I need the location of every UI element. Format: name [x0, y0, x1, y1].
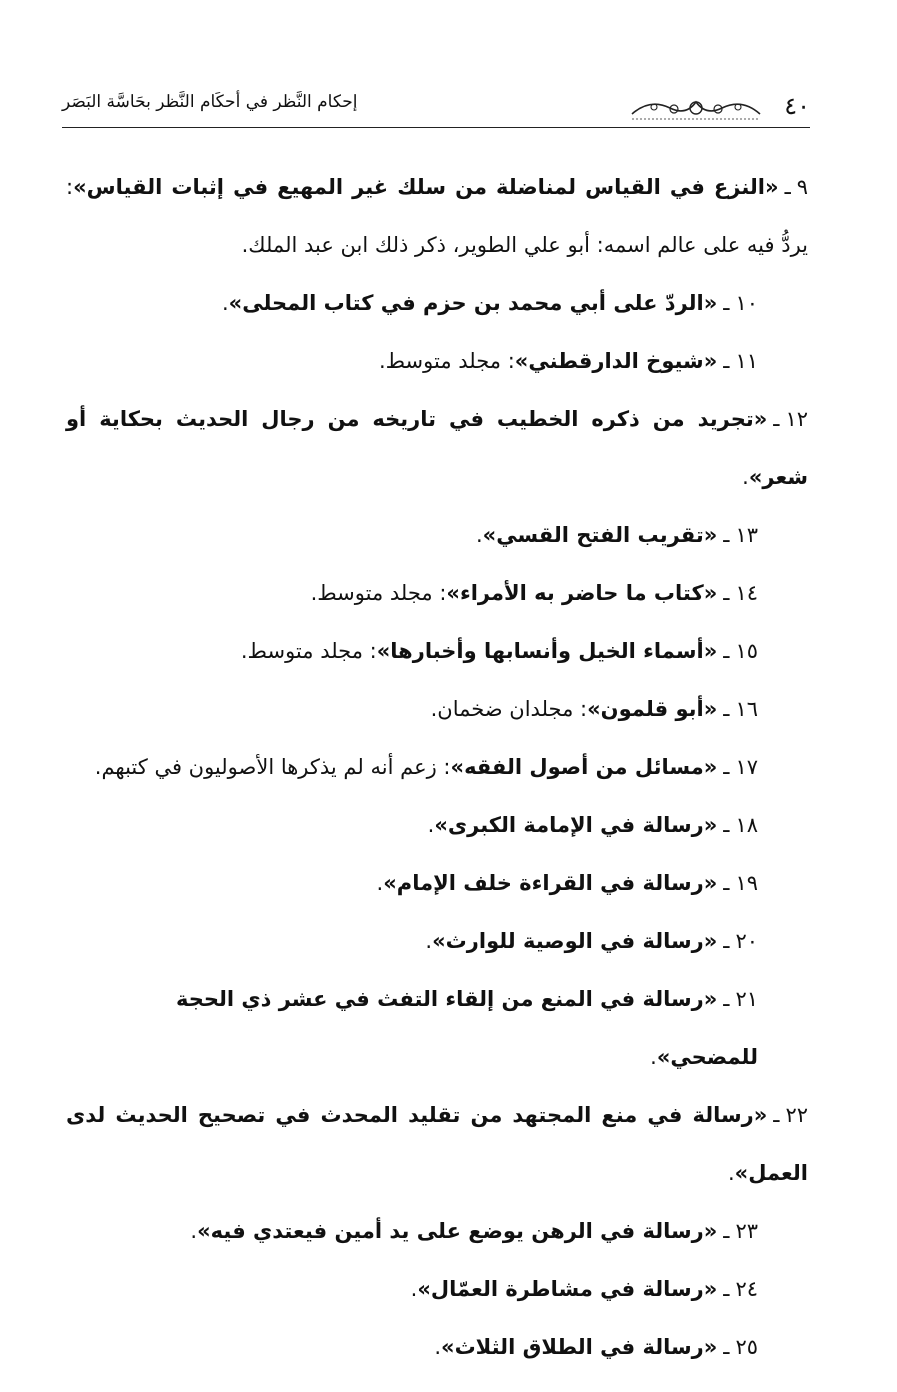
- entry-title: «كتاب ما حاضر به الأمراء»: [446, 581, 718, 605]
- list-item: ٢٥ـ«رسالة في الطلاق الثلاث».: [434, 1335, 758, 1359]
- entry-number: ١٧: [735, 755, 758, 779]
- list-item: ١٢ـ«تجريد من ذكره الخطيب في تاريخه من رجال الحديث بحكاية أو شعر».: [66, 407, 808, 489]
- list-item: ١٦ـ«أبو قلمون»: مجلدان ضخمان.: [430, 697, 758, 721]
- running-header: [62, 82, 810, 128]
- entry-number: ١٨: [735, 813, 758, 837]
- entry-title: «تقريب الفتح القسي»: [482, 523, 718, 547]
- entry-number: ١٥: [735, 639, 758, 663]
- entry-title: «رسالة في منع المجتهد من تقليد المحدث في تصحيح الحديث لدى العمل»: [66, 1103, 808, 1185]
- entry-number: ١٠: [735, 291, 758, 315]
- entry-title: «رسالة في الطلاق الثلاث»: [441, 1335, 718, 1359]
- book-title: إحكام النَّظر في أحكَام النَّظر بحَاسَّة البَصَر: [62, 92, 358, 112]
- bibliography-list: [66, 158, 808, 1376]
- entry-note: .: [425, 929, 433, 953]
- entry-title: «رسالة في الرهن يوضع على يد أمين فيعتدي فيه»: [197, 1219, 718, 1243]
- list-item: ١٣ـ«تقريب الفتح القسي».: [475, 523, 758, 547]
- entry-number: ١٦: [735, 697, 758, 721]
- entry-number: ١٢: [785, 407, 808, 431]
- entry-number: ٢٥: [735, 1335, 758, 1359]
- list-item: ٢٣ـ«رسالة في الرهن يوضع على يد أمين فيعتدي فيه».: [190, 1219, 758, 1243]
- entry-note: .: [650, 1045, 657, 1069]
- list-item: ٩ـ«النزع في القياس لمناضلة من سلك غير المهيع في إثبات القياس»: يردُّ فيه على عالم اسمه: أبو علي الطوير، ذكر ذلك ابن عبد الملك.: [66, 175, 808, 257]
- header-rule: [62, 127, 810, 128]
- entry-number: ٩: [796, 175, 808, 199]
- entry-number: ١٩: [735, 871, 758, 895]
- entry-title: «رسالة في الإمامة الكبرى»: [434, 813, 718, 837]
- entry-note: : مجلد متوسط.: [378, 349, 515, 373]
- entry-title: «أبو قلمون»: [587, 697, 718, 721]
- entry-note: .: [376, 871, 384, 895]
- entry-title: «أسماء الخيل وأنسابها وأخبارها»: [376, 639, 718, 663]
- entry-number: ٢١: [735, 987, 758, 1011]
- entry-title: «رسالة في الوصية للوارث»: [432, 929, 718, 953]
- entry-note: .: [434, 1335, 441, 1359]
- list-item: ٢٤ـ«رسالة في مشاطرة العمّال».: [410, 1277, 758, 1301]
- entry-note: : مجلد متوسط.: [240, 639, 377, 663]
- entry-number: ١١: [735, 349, 758, 373]
- entry-note: : مجلدان ضخمان.: [430, 697, 588, 721]
- list-item: ١٨ـ«رسالة في الإمامة الكبرى».: [427, 813, 758, 837]
- list-item: ٢٠ـ«رسالة في الوصية للوارث».: [425, 929, 758, 953]
- entry-note: .: [727, 1161, 735, 1185]
- entry-number: ٢٤: [735, 1277, 758, 1301]
- entry-note: .: [427, 813, 435, 837]
- entry-note: .: [221, 291, 229, 315]
- list-item: ١٤ـ«كتاب ما حاضر به الأمراء»: مجلد متوسط.: [310, 581, 758, 605]
- entry-title: «رسالة في المنع من إلقاء التفث في عشر ذي الحجة للمضحي»: [175, 987, 758, 1069]
- entry-title: «شيوخ الدارقطني»: [514, 349, 718, 373]
- entry-number: ٢٣: [735, 1219, 758, 1243]
- page-number: ٤٠: [784, 92, 810, 120]
- entry-note: .: [410, 1277, 418, 1301]
- entry-title: «رسالة في مشاطرة العمّال»: [417, 1277, 718, 1301]
- entry-number: ١٤: [735, 581, 758, 605]
- entry-note: .: [475, 523, 483, 547]
- entry-note: : يردُّ فيه على عالم اسمه: أبو علي الطوير، ذكر ذلك ابن عبد الملك.: [66, 175, 808, 257]
- list-item: ١٩ـ«رسالة في القراءة خلف الإمام».: [376, 871, 758, 895]
- entry-number: ١٣: [735, 523, 758, 547]
- entry-number: ٢٠: [735, 929, 758, 953]
- entry-title: «رسالة في القراءة خلف الإمام»: [383, 871, 718, 895]
- entry-title: «تجريد من ذكره الخطيب في تاريخه من رجال الحديث بحكاية أو شعر»: [66, 407, 808, 489]
- entry-note: .: [742, 465, 749, 489]
- list-item: ١٠ـ«الردّ على أبي محمد بن حزم في كتاب المحلى».: [221, 291, 758, 315]
- entry-title: «الردّ على أبي محمد بن حزم في كتاب المحلى»: [228, 291, 718, 315]
- list-item: ٢١ـ«رسالة في المنع من إلقاء التفث في عشر ذي الحجة للمضحي».: [175, 987, 758, 1069]
- list-item: ١١ـ«شيوخ الدارقطني»: مجلد متوسط.: [378, 349, 758, 373]
- list-item: ١٥ـ«أسماء الخيل وأنسابها وأخبارها»: مجلد متوسط.: [240, 639, 758, 663]
- list-item: ١٧ـ«مسائل من أصول الفقه»: زعم أنه لم يذكرها الأصوليون في كتبهم.: [94, 755, 758, 779]
- entry-number: ٢٢: [785, 1103, 808, 1127]
- list-item: ٢٢ـ«رسالة في منع المجتهد من تقليد المحدث في تصحيح الحديث لدى العمل».: [66, 1103, 808, 1185]
- entry-note: : مجلد متوسط.: [310, 581, 447, 605]
- ornament-icon: [630, 94, 762, 122]
- entry-title: «النزع في القياس لمناضلة من سلك غير المهيع في إثبات القياس»: [73, 175, 779, 199]
- entry-note: .: [190, 1219, 198, 1243]
- entry-title: «مسائل من أصول الفقه»: [450, 755, 718, 779]
- entry-note: : زعم أنه لم يذكرها الأصوليون في كتبهم.: [94, 755, 451, 779]
